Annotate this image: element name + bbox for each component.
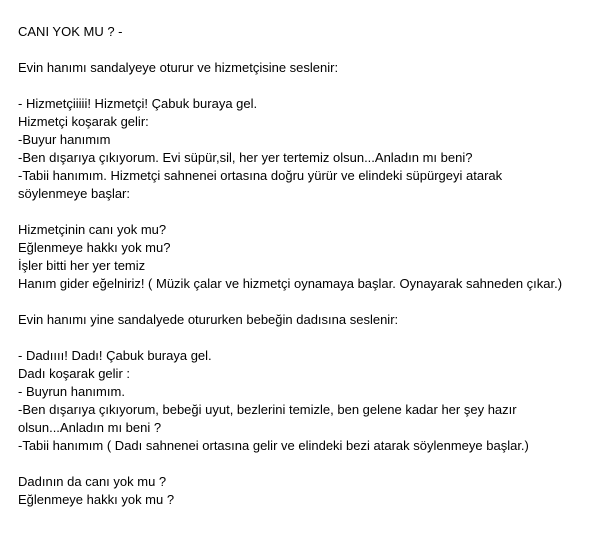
song-line: İşler bitti her yer temiz [18, 258, 146, 273]
dialogue-line: -Tabii hanımım ( Dadı sahnenei ortasına gelir ve elindeki bezi atarak söylenmeye başlar.) [18, 438, 529, 453]
dialogue-line: - Buyrun hanımım. [18, 384, 125, 399]
narration-line: Evin hanımı sandalyeye oturur ve hizmetçisine seslenir: [18, 60, 339, 75]
narration-line: söylenmeye başlar: [18, 186, 130, 201]
document-body [18, 23, 593, 509]
paragraph-gap [18, 293, 593, 311]
dialogue-line: -Buyur hanımım [18, 132, 111, 147]
narration-line: Dadı koşarak gelir : [18, 366, 130, 381]
song-line: Eğlenmeye hakkı yok mu ? [18, 492, 175, 507]
song-line: Hizmetçinin canı yok mu? [18, 222, 167, 237]
song-line: Dadının da canı yok mu ? [18, 474, 167, 489]
paragraph-gap [18, 455, 593, 473]
paragraph-gap [18, 77, 593, 95]
song-line: Eğlenmeye hakkı yok mu? [18, 240, 171, 255]
song-line: Hanım gider eğelniriz! ( Müzik çalar ve hizmetçi oynamaya başlar. Oynayarak sahneden çıkar.) [18, 276, 563, 291]
dialogue-line: -Tabii hanımım. Hizmetçi sahnenei ortasına doğru yürür ve elindeki süpürgeyi atarak [18, 168, 503, 183]
dialogue-line: - Hizmetçiiiii! Hizmetçi! Çabuk buraya gel. [18, 96, 258, 111]
dialogue-line: olsun...Anladın mı beni ? [18, 420, 162, 435]
dialogue-line: - Dadıııı! Dadı! Çabuk buraya gel. [18, 348, 212, 363]
paragraph-gap [18, 329, 593, 347]
dialogue-line: -Ben dışarıya çıkıyorum, bebeği uyut, bezlerini temizle, ben gelene kadar her şey hazır [18, 402, 517, 417]
narration-line: Evin hanımı yine sandalyede otururken bebeğin dadısına seslenir: [18, 312, 399, 327]
dialogue-line: -Ben dışarıya çıkıyorum. Evi süpür,sil, her yer tertemiz olsun...Anladın mı beni? [18, 150, 473, 165]
paragraph-gap [18, 203, 593, 221]
document-title: CANI YOK MU ? - [18, 24, 123, 39]
narration-line: Hizmetçi koşarak gelir: [18, 114, 149, 129]
paragraph-gap [18, 41, 593, 59]
